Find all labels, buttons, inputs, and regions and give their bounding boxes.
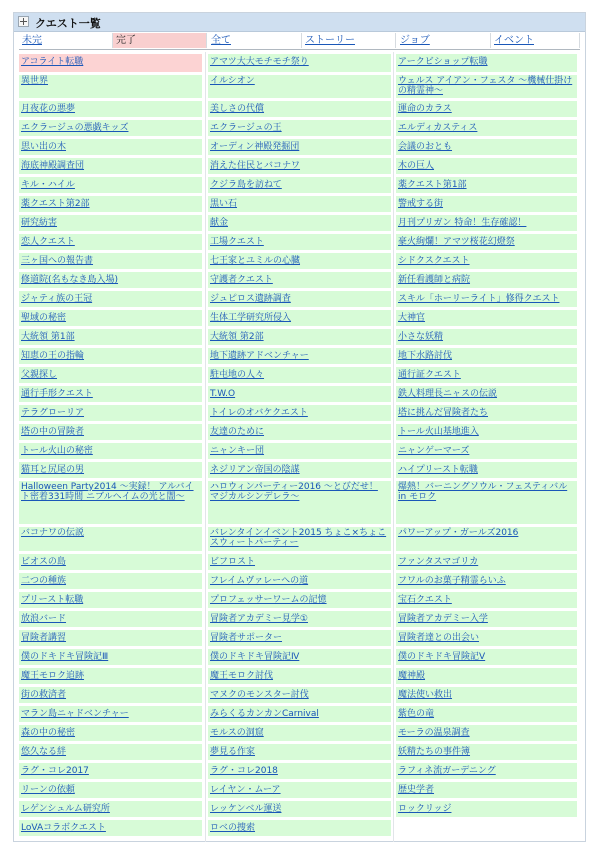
quest-link[interactable]: オーディン神殿発掘団 (208, 139, 391, 155)
panel-title: クエスト一覧 (35, 17, 101, 30)
quest-link[interactable]: 僕のドキドキ冒険記Ⅴ (396, 649, 577, 665)
quest-link[interactable]: Halloween Party2014 ～実録！ アルバイト密着331時間 ニブルヘイムの光と闇～ (19, 481, 202, 524)
quest-link[interactable]: 通行手形クエスト (19, 386, 202, 402)
quest-link[interactable]: エクラージュの悪戯キッズ (19, 120, 202, 136)
quest-link[interactable]: 月刊プリガン 特命！生存確認！ (396, 215, 577, 231)
quest-link[interactable]: プリースト転職 (19, 592, 202, 608)
quest-link[interactable]: アコライト転職 (19, 54, 202, 72)
quest-link[interactable]: 歴史学者 (396, 782, 577, 798)
quest-link[interactable]: ロックリッジ (396, 801, 577, 817)
quest-link[interactable]: 会議のおとも (396, 139, 577, 155)
tab-3[interactable]: ストーリー (302, 33, 396, 48)
quest-link[interactable]: 思い出の木 (19, 139, 202, 155)
quest-link[interactable]: モーラの温泉調査 (396, 725, 577, 741)
quest-link[interactable]: 豪火絢爛！アマツ桜花幻燈祭 (396, 234, 577, 250)
quest-link[interactable]: 悠久なる絆 (19, 744, 202, 760)
quest-link[interactable]: ロベの捜索 (208, 820, 391, 836)
quest-link[interactable]: マヌクのモンスター討伐 (208, 687, 391, 703)
quest-link[interactable]: パワーアップ・ガールズ2016 (396, 527, 577, 551)
quest-link[interactable]: 地下水路討伐 (396, 348, 577, 364)
panel-header (14, 13, 585, 32)
quest-link[interactable]: 妖精たちの事件簿 (396, 744, 577, 760)
quest-link[interactable]: 友達のために (208, 424, 391, 440)
quest-link[interactable]: 爆熱！バーニングソウル・フェスティバル in モロク (396, 481, 577, 524)
quest-link[interactable]: アマツ大大モチモチ祭り (208, 54, 391, 72)
quest-link[interactable]: 地下遺跡アドベンチャー (208, 348, 391, 364)
quest-link[interactable]: スキル「ホーリーライト」修得クエスト (396, 291, 577, 307)
quest-link[interactable]: 工場クエスト (208, 234, 391, 250)
quest-link[interactable]: 木の巨人 (396, 158, 577, 174)
quest-link[interactable]: ビフロスト (208, 554, 391, 570)
quest-link[interactable]: フワルのお菓子精霊らいふ (396, 573, 577, 589)
quest-link[interactable]: 新任看護師と病院 (396, 272, 577, 288)
quest-link[interactable]: 小さな妖精 (396, 329, 577, 345)
quest-link[interactable]: みらくるカンカンCarnival (208, 706, 391, 722)
quest-link[interactable]: 守護者クエスト (208, 272, 391, 288)
quest-link[interactable]: ウェルス アイアン・フェスタ ～機械仕掛けの精霊神～ (396, 75, 577, 98)
quest-link[interactable]: ジャティ族の王冠 (19, 291, 202, 307)
quest-link[interactable]: ジュピロス遺跡調査 (208, 291, 391, 307)
tab-0[interactable]: 未完 (19, 33, 113, 48)
quest-link[interactable]: イルシオン (208, 75, 391, 98)
quest-link[interactable]: 街の救済者 (19, 687, 202, 703)
quest-link[interactable]: 七王家とユミルの心臓 (208, 253, 391, 269)
quest-link[interactable]: 大統領 第2部 (208, 329, 391, 345)
quest-link[interactable]: 僕のドキドキ冒険記Ⅳ (208, 649, 391, 665)
quest-link[interactable]: 知恵の王の指輪 (19, 348, 202, 364)
quest-link[interactable]: ビオスの島 (19, 554, 202, 570)
quest-link[interactable]: 運命のカラス (396, 101, 577, 117)
quest-link[interactable]: 冒険者達との出会い (396, 630, 577, 646)
quest-link[interactable]: ハイプリースト転職 (396, 462, 577, 478)
quest-link[interactable]: 冒険者アカデミー入学 (396, 611, 577, 627)
quest-link[interactable]: テラグローリア (19, 405, 202, 421)
quest-link[interactable]: ラフィネ流ガーデニング (396, 763, 577, 779)
quest-link[interactable]: 聖域の秘密 (19, 310, 202, 326)
quest-link[interactable]: クジラ島を訪ねて (208, 177, 391, 193)
quest-link[interactable]: 塔に挑んだ冒険者たち (396, 405, 577, 421)
quest-link[interactable]: 大統領 第1部 (19, 329, 202, 345)
quest-link[interactable]: 森の中の秘密 (19, 725, 202, 741)
quest-link[interactable]: 黒い石 (208, 196, 391, 212)
quest-link[interactable]: 僕のドキドキ冒険記Ⅲ (19, 649, 202, 665)
quest-link[interactable]: 冒険者サポーター (208, 630, 391, 646)
quest-link[interactable]: レゲンシュルム研究所 (19, 801, 202, 817)
tab-4[interactable]: ジョブ (397, 33, 491, 48)
quest-link[interactable]: ハロウィンパーティー2016 ～とびだせ！ マジカルシンデレラ～ (208, 481, 391, 524)
quest-link[interactable]: T.W.O (208, 386, 391, 402)
quest-link[interactable]: トイレのオバケクエスト (208, 405, 391, 421)
quest-link[interactable]: 研究紡害 (19, 215, 202, 231)
quest-link[interactable]: 消えた住民とバコナワ (208, 158, 391, 174)
quest-link[interactable]: 夢見る作家 (208, 744, 391, 760)
quest-link[interactable]: エクラージュの王 (208, 120, 391, 136)
quest-link[interactable]: レッケンベル運送 (208, 801, 391, 817)
quest-link[interactable]: プロフェッサーワームの記憶 (208, 592, 391, 608)
quest-link[interactable]: モルスの洞窟 (208, 725, 391, 741)
quest-link[interactable]: エルディカスティス (396, 120, 577, 136)
quest-link[interactable]: 猫耳と尻尾の男 (19, 462, 202, 478)
quest-link[interactable]: 生体工学研究所侵入 (208, 310, 391, 326)
quest-link[interactable]: 警戒する街 (396, 196, 577, 212)
quest-link[interactable]: フレイムヴァレーへの道 (208, 573, 391, 589)
quest-link[interactable]: 鉄人料理長ニャスの伝説 (396, 386, 577, 402)
quest-link[interactable]: 放浪バード (19, 611, 202, 627)
quest-link[interactable]: リーンの依頼 (19, 782, 202, 798)
quest-link[interactable]: 二つの種族 (19, 573, 202, 589)
quest-link[interactable]: 駐屯地の人々 (208, 367, 391, 383)
quest-link[interactable]: 冒険者講習 (19, 630, 202, 646)
quest-link[interactable]: ニャンキー団 (208, 443, 391, 459)
column-divider (205, 52, 206, 842)
quest-link[interactable]: シドクスクエスト (396, 253, 577, 269)
quest-link[interactable]: ネジリアン帝国の陰謀 (208, 462, 391, 478)
quest-link[interactable]: 魔神殿 (396, 668, 577, 684)
quest-link[interactable]: 紫色の竜 (396, 706, 577, 722)
quest-link[interactable]: アークビショップ転職 (396, 54, 577, 72)
quest-link[interactable]: 薬クエスト第2部 (19, 196, 202, 212)
tab-1[interactable]: 完了 (113, 33, 207, 48)
column-divider (393, 52, 394, 842)
quest-link[interactable]: バレンタインイベント2015 ちょこ×ちょこスウィートパーティー (208, 527, 391, 551)
quest-link[interactable]: ラグ・コレ2017 (19, 763, 202, 779)
quest-link[interactable]: 恋人クエスト (19, 234, 202, 250)
tab-divider (19, 49, 580, 50)
quest-link[interactable]: 海底神殿調査団 (19, 158, 202, 174)
quest-link[interactable]: 美しさの代償 (208, 101, 391, 117)
quest-link[interactable]: ニャンゲーマーズ (396, 443, 577, 459)
quest-link[interactable]: 冒険者アカデミー見学① (208, 611, 391, 627)
quest-link[interactable]: 塔の中の冒険者 (19, 424, 202, 440)
quest-link[interactable]: ファンタスマゴリカ (396, 554, 577, 570)
filter-tabs (19, 33, 580, 48)
quest-link[interactable]: LoVAコラボクエスト (19, 820, 202, 836)
quest-link[interactable]: 修道院(名もなき島入場) (19, 272, 202, 288)
quest-link[interactable]: ラグ・コレ2018 (208, 763, 391, 779)
tab-2[interactable]: 全て (208, 33, 302, 48)
quest-link[interactable]: トール火山基地進入 (396, 424, 577, 440)
quest-link[interactable]: キル・ハイル (19, 177, 202, 193)
quest-link[interactable]: 薬クエスト第1部 (396, 177, 577, 193)
quest-link[interactable]: 魔王モロク追跡 (19, 668, 202, 684)
quest-link[interactable]: 魔法使い救出 (396, 687, 577, 703)
quest-link[interactable]: トール火山の秘密 (19, 443, 202, 459)
quest-link[interactable]: バコナワの伝説 (19, 527, 202, 551)
quest-link[interactable]: 三ヶ国への報告書 (19, 253, 202, 269)
expand-plus-icon[interactable] (18, 16, 29, 27)
quest-link[interactable]: 宝石クエスト (396, 592, 577, 608)
quest-link[interactable]: 献金 (208, 215, 391, 231)
quest-link[interactable]: 異世界 (19, 75, 202, 98)
quest-link[interactable]: 父親探し (19, 367, 202, 383)
quest-link[interactable]: 通行証クエスト (396, 367, 577, 383)
tab-5[interactable]: イベント (491, 33, 580, 48)
quest-link[interactable]: 大神官 (396, 310, 577, 326)
quest-link[interactable]: 魔王モロク討伐 (208, 668, 391, 684)
quest-link[interactable]: 月夜花の悪夢 (19, 101, 202, 117)
quest-link[interactable]: レイヤン・ムーア (208, 782, 391, 798)
quest-link[interactable]: マラン島ニャドベンチャー (19, 706, 202, 722)
